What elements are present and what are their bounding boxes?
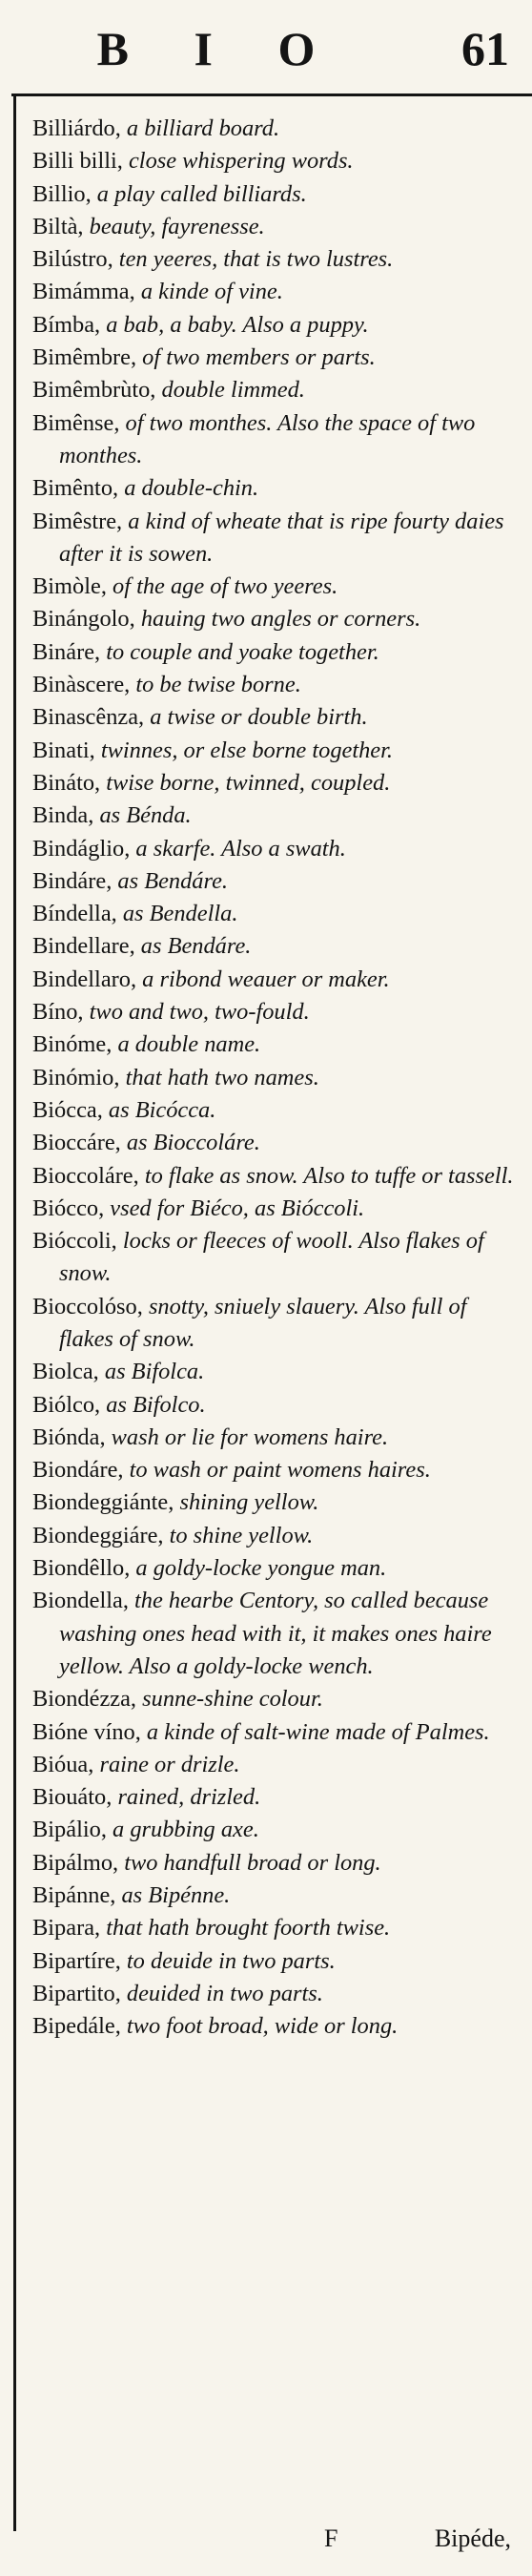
definition: a skarfe. Also a swath. <box>130 835 346 862</box>
headword: Biolca, <box>32 1359 99 1385</box>
headword: Biondáre, <box>32 1457 124 1484</box>
definition: a billiard board. <box>120 115 280 141</box>
headword: Bipánne, <box>32 1882 116 1909</box>
definition: two and two, two-fould. <box>83 999 310 1026</box>
dictionary-entry <box>32 1552 515 1585</box>
definition: double limmed. <box>155 377 305 404</box>
definition: that hath two names. <box>119 1064 319 1091</box>
definition: as Bénda. <box>93 802 192 829</box>
dictionary-entry <box>32 636 515 669</box>
dictionary-entry <box>32 1028 515 1061</box>
definition: two foot broad, wide or long. <box>120 2013 399 2040</box>
dictionary-entry <box>32 211 515 243</box>
dictionary-entry <box>32 996 515 1028</box>
dictionary-entry <box>32 1880 515 1912</box>
dictionary-entry <box>32 1520 515 1552</box>
headword: Biondeggiánte, <box>32 1489 174 1516</box>
definition: as Bendáre. <box>112 867 229 894</box>
headword: Bimámma, <box>32 279 135 305</box>
definition: locks or fleeces of wooll. Also flakes of snow. <box>59 1228 484 1287</box>
catchword: Bipéde, <box>434 2524 511 2552</box>
headword: Binda, <box>32 802 94 829</box>
headword: Bimêmbrùto, <box>32 377 156 404</box>
dictionary-entry <box>32 701 515 734</box>
definition: to flake as snow. Also to tuffe or tassell. <box>138 1162 514 1189</box>
definition: to couple and yoake together. <box>100 638 379 665</box>
definition: close whispering words. <box>122 148 354 175</box>
headword: Biónda, <box>32 1423 106 1450</box>
dictionary-entry <box>32 1389 515 1422</box>
dictionary-entry <box>32 145 515 177</box>
headword: Bilústro, <box>32 246 113 273</box>
definition: a goldy-locke yongue man. <box>130 1555 387 1582</box>
dictionary-entry <box>32 1585 515 1683</box>
definition: to be twise borne. <box>130 672 301 698</box>
headword: Biondella, <box>32 1588 129 1614</box>
headword: Biócco, <box>32 1195 105 1221</box>
headword: Bióne víno, <box>32 1718 141 1745</box>
dictionary-entry <box>32 1716 515 1749</box>
headword: Bindellare, <box>32 933 135 960</box>
dictionary-entry <box>32 1945 515 1978</box>
headword: Binóme, <box>32 1031 113 1058</box>
dictionary-entry <box>32 571 515 603</box>
dictionary-entry <box>32 1062 515 1094</box>
dictionary-entry <box>32 1422 515 1454</box>
dictionary-entry <box>32 1291 515 1357</box>
running-head: B I O <box>96 22 342 75</box>
headword: Bimòle, <box>32 573 107 600</box>
headword: Bipálmo, <box>32 1849 119 1876</box>
headword: Bipálio, <box>32 1817 107 1843</box>
headword: Biondézza, <box>32 1686 137 1713</box>
headword: Bimêmbre, <box>32 344 137 371</box>
headword: Bipedále, <box>32 2013 121 2040</box>
dictionary-entry <box>32 1356 515 1388</box>
headword: Bindáre, <box>32 867 113 894</box>
dictionary-entry <box>32 964 515 996</box>
definition: deuided in two parts. <box>120 1980 323 2006</box>
definition: as Bioccoláre. <box>120 1130 260 1156</box>
dictionary-entry <box>32 1749 515 1781</box>
definition: as Bendella. <box>116 901 238 927</box>
definition: a kind of wheate that is ripe fourty daies after it is sowen. <box>59 508 504 567</box>
definition: to wash or paint womens haires. <box>123 1457 431 1484</box>
definition: a grubbing axe. <box>106 1817 259 1843</box>
headword: Binati, <box>32 737 95 763</box>
headword: Biondeggiáre, <box>32 1522 164 1548</box>
headword: Binángolo, <box>32 606 135 633</box>
dictionary-entry <box>32 374 515 406</box>
definition: ten yeeres, that is two lustres. <box>113 246 394 273</box>
headword: Binómio, <box>32 1064 120 1091</box>
headword: Bimênto, <box>32 475 119 502</box>
definition: a play called billiards. <box>91 180 307 207</box>
headword: Bíno, <box>32 999 84 1026</box>
definition: a double name. <box>112 1031 261 1058</box>
dictionary-entry <box>32 865 515 898</box>
dictionary-entry <box>32 1912 515 1944</box>
definition: of two members or parts. <box>136 344 376 371</box>
dictionary-entry <box>32 1781 515 1814</box>
headword: Bíndella, <box>32 901 117 927</box>
definition: wash or lie for womens haire. <box>105 1423 389 1450</box>
signature-mark: F <box>324 2524 338 2552</box>
dictionary-entry <box>32 113 515 145</box>
dictionary-entry <box>32 276 515 308</box>
dictionary-entry <box>32 2010 515 2043</box>
headword: Binàscere, <box>32 672 131 698</box>
dictionary-entry <box>32 1847 515 1880</box>
headword: Bindáglio, <box>32 835 131 862</box>
dictionary-entry <box>32 1127 515 1159</box>
dictionary-entry <box>32 1683 515 1715</box>
headword: Billiárdo, <box>32 115 121 141</box>
definition: beauty, fayrenesse. <box>83 213 265 239</box>
headword: Bipara, <box>32 1915 101 1942</box>
dictionary-entry <box>32 472 515 505</box>
definition: twinnes, or else borne together. <box>94 737 394 763</box>
definition: raine or drizle. <box>93 1751 240 1777</box>
dictionary-entry <box>32 1486 515 1519</box>
definition: as Bendáre. <box>134 933 252 960</box>
dictionary-entry <box>32 1814 515 1846</box>
headword: Bindellaro, <box>32 966 137 992</box>
headword: Bimêstre, <box>32 508 123 534</box>
dictionary-entry <box>32 1454 515 1486</box>
dictionary-entry <box>32 243 515 276</box>
dictionary-entry <box>32 669 515 701</box>
page-footer <box>0 2519 532 2566</box>
definition: as Bicócca. <box>102 1096 216 1123</box>
dictionary-entry <box>32 767 515 800</box>
headword: Bióua, <box>32 1751 94 1777</box>
headword: Biondêllo, <box>32 1555 131 1582</box>
definition: to deuide in two parts. <box>120 1947 336 1974</box>
dictionary-entry <box>32 506 515 571</box>
definition: snotty, sniuely slauery. Also full of flakes of snow. <box>59 1293 467 1352</box>
headword: Biólco, <box>32 1391 101 1418</box>
page-header <box>0 0 532 113</box>
headword: Bináre, <box>32 638 101 665</box>
headword: Bioccolóso, <box>32 1293 143 1319</box>
headword: Biouáto, <box>32 1784 113 1811</box>
dictionary-entry <box>32 1225 515 1291</box>
page-number: 61 <box>461 22 509 75</box>
dictionary-entry <box>32 1160 515 1193</box>
dictionary-entry <box>32 309 515 342</box>
dictionary-entry <box>32 1193 515 1225</box>
headword: Bipartíre, <box>32 1947 121 1974</box>
headword: Biltà, <box>32 213 84 239</box>
definition: vsed for Biéco, as Bióccoli. <box>104 1195 365 1221</box>
definition: a kinde of salt-wine made of Palmes. <box>140 1718 490 1745</box>
definition: sunne-shine colour. <box>136 1686 323 1713</box>
dictionary-entry <box>32 1094 515 1127</box>
dictionary-entry <box>32 407 515 473</box>
headword: Billio, <box>32 180 92 207</box>
headword: Bináto, <box>32 769 101 796</box>
definition: shining yellow. <box>174 1489 319 1516</box>
definition: as Bifolco. <box>100 1391 206 1418</box>
definition: that hath brought foorth twise. <box>100 1915 391 1942</box>
dictionary-entry <box>32 930 515 963</box>
definition: a twise or double birth. <box>144 704 368 731</box>
definition: of two monthes. Also the space of two monthes. <box>59 409 476 468</box>
definition: as Bipénne. <box>115 1882 231 1909</box>
definition: to shine yellow. <box>163 1522 314 1548</box>
column-rule <box>13 93 16 2531</box>
headword: Bipartito, <box>32 1980 121 2006</box>
headword: Billi billi, <box>32 148 123 175</box>
headword: Bimênse, <box>32 409 120 436</box>
dictionary-entry <box>32 833 515 865</box>
headword: Bímba, <box>32 311 101 338</box>
dictionary-entry <box>32 735 515 767</box>
definition: two handfull broad or long. <box>118 1849 381 1876</box>
dictionary-entry <box>32 898 515 930</box>
headword: Bioccoláre, <box>32 1162 139 1189</box>
definition: of the age of two yeeres. <box>106 573 338 600</box>
definition: a ribond weauer or maker. <box>136 966 390 992</box>
headword: Bioccáre, <box>32 1130 121 1156</box>
definition: rained, drizled. <box>112 1784 261 1811</box>
headword: Biócca, <box>32 1096 103 1123</box>
dictionary-entry <box>32 800 515 832</box>
definition: a double-chin. <box>118 475 259 502</box>
header-rule <box>11 93 532 96</box>
headword: Bióccoli, <box>32 1228 117 1255</box>
dictionary-entry <box>32 603 515 635</box>
definition: the hearbe Centory, so called because washing ones head with it, it makes ones haire yellow. Also a goldy-locke wench. <box>59 1588 492 1679</box>
definition: hauing two angles or corners. <box>134 606 421 633</box>
dictionary-entry <box>32 342 515 374</box>
definition: a bab, a baby. Also a puppy. <box>100 311 369 338</box>
definition: a kinde of vine. <box>134 279 283 305</box>
entry-list <box>32 113 515 2044</box>
dictionary-entry <box>32 1978 515 2010</box>
headword: Binascênza, <box>32 704 145 731</box>
definition: as Bifolca. <box>98 1359 205 1385</box>
definition: twise borne, twinned, coupled. <box>100 769 391 796</box>
dictionary-entry <box>32 178 515 211</box>
